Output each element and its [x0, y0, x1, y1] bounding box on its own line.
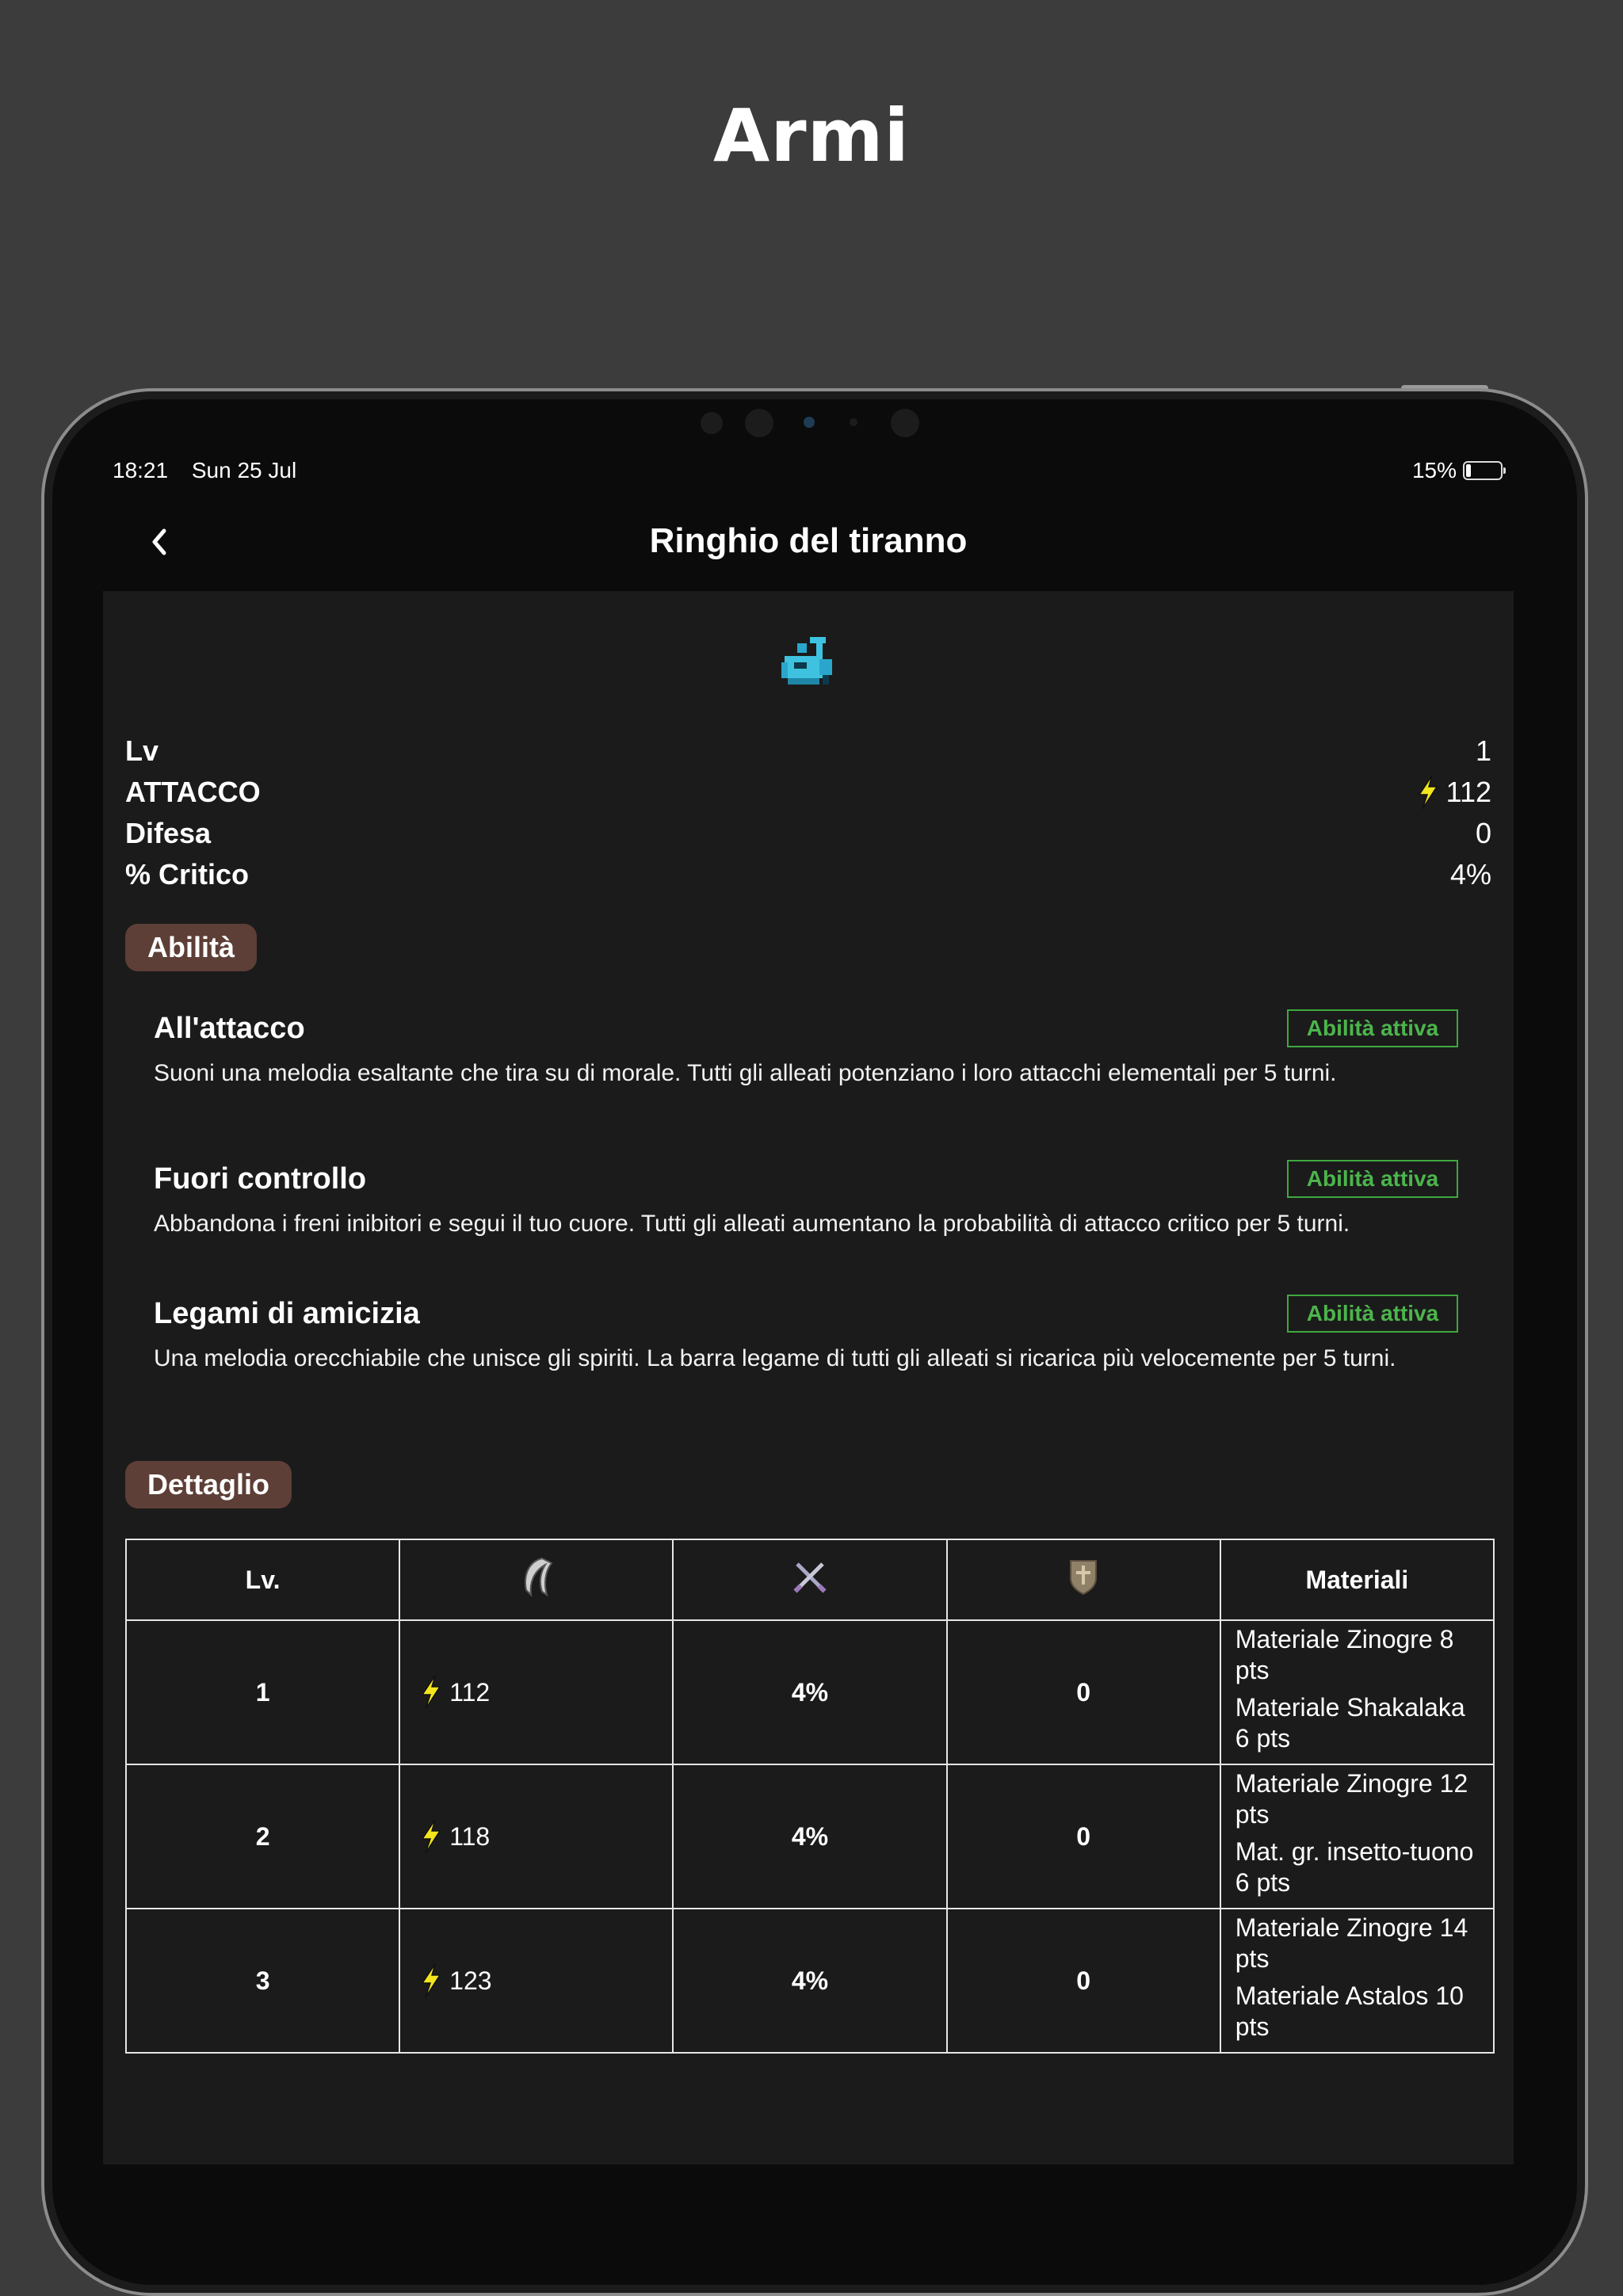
thunder-element-icon	[1415, 774, 1442, 810]
cell-attack	[399, 1764, 673, 1909]
header-attack	[399, 1539, 673, 1620]
ability-description: Abbandona i freni inibitori e segui il tuo cuore. Tutti gli alleati aumentano la probabilità di attacco critico per 5 turni.	[154, 1211, 1350, 1237]
material-item: Materiale Zinogre 14 pts	[1235, 1913, 1468, 1973]
status-time: 18:21	[113, 458, 169, 482]
attack-value: 118	[449, 1821, 491, 1851]
cell-level: 3	[126, 1909, 399, 2053]
thunder-element-icon	[418, 1818, 445, 1855]
cell-materials	[1220, 1764, 1494, 1909]
camera-sensor	[850, 418, 857, 426]
stat-label: Difesa	[125, 817, 212, 849]
stat-label: Lv	[125, 734, 159, 767]
material-item: Materiale Shakalaka 6 pts	[1235, 1693, 1465, 1753]
ability-name: All'attacco	[154, 1011, 305, 1045]
thunder-element-icon	[418, 1962, 445, 1999]
stat-defense	[125, 813, 1491, 854]
cell-defense: 0	[947, 1764, 1220, 1909]
hunting-horn-icon	[778, 634, 838, 694]
stat-attack	[125, 772, 1491, 813]
ability-active-badge: Abilità attiva	[1287, 1160, 1458, 1198]
ability-name: Fuori controllo	[154, 1161, 367, 1196]
camera-sensor	[745, 409, 773, 437]
section-header-details: Dettaglio	[125, 1461, 292, 1508]
stat-value: 1	[1475, 734, 1491, 767]
ability-item	[154, 1009, 1458, 1089]
header-critical	[673, 1539, 946, 1620]
stats-list	[125, 730, 1491, 895]
cell-materials	[1220, 1620, 1494, 1764]
status-date: Sun 25 Jul	[191, 458, 297, 482]
header-materials: Materiali	[1220, 1539, 1494, 1620]
camera-lens	[804, 417, 815, 428]
stat-label: ATTACCO	[125, 776, 261, 808]
upgrade-table	[125, 1539, 1495, 2054]
page-title: Armi	[713, 93, 910, 178]
cell-level: 1	[126, 1620, 399, 1764]
table-row	[126, 1620, 1494, 1764]
claw-icon	[518, 1555, 555, 1598]
section-header-abilities: Abilità	[125, 924, 257, 971]
stat-label: % Critico	[125, 858, 250, 891]
material-item: Mat. gr. insetto-tuono 6 pts	[1235, 1837, 1474, 1897]
ability-item	[154, 1160, 1458, 1239]
table-row	[126, 1909, 1494, 2053]
cell-attack	[399, 1909, 673, 2053]
ability-item	[154, 1295, 1458, 1374]
attack-value: 112	[449, 1677, 491, 1707]
material-item: Materiale Zinogre 12 pts	[1235, 1769, 1468, 1829]
cell-critical: 4%	[673, 1764, 946, 1909]
ability-description: Una melodia orecchiabile che unisce gli spiriti. La barra legame di tutti gli alleati si ricarica più velocemente per 5 turni.	[154, 1345, 1396, 1371]
header-defense	[947, 1539, 1220, 1620]
thunder-element-icon	[418, 1674, 445, 1711]
battery-icon	[1463, 461, 1503, 480]
header-level: Lv.	[126, 1539, 399, 1620]
stat-critical	[125, 854, 1491, 895]
back-button[interactable]	[136, 518, 184, 566]
table-header-row	[126, 1539, 1494, 1620]
attack-value: 123	[449, 1966, 492, 1995]
stat-level	[125, 730, 1491, 772]
battery-percent: 15%	[1411, 458, 1457, 482]
stat-value: 0	[1475, 817, 1491, 849]
app-screen	[103, 452, 1514, 2164]
stat-value: 4%	[1449, 858, 1491, 891]
ability-active-badge: Abilità attiva	[1287, 1295, 1458, 1333]
cell-materials	[1220, 1909, 1494, 2053]
status-bar	[103, 452, 1514, 491]
nav-title: Ringhio del tiranno	[649, 521, 968, 560]
cell-critical: 4%	[673, 1620, 946, 1764]
ability-active-badge: Abilità attiva	[1287, 1009, 1458, 1047]
stat-value: 112	[1445, 776, 1491, 808]
ability-description: Suoni una melodia esaltante che tira su di morale. Tutti gli alleati potenziano i loro attacchi elementali per 5 turni.	[154, 1060, 1337, 1086]
cell-defense: 0	[947, 1909, 1220, 2053]
camera-sensor	[701, 412, 723, 434]
cell-defense: 0	[947, 1620, 1220, 1764]
material-item: Materiale Astalos 10 pts	[1235, 1981, 1464, 2041]
chevron-left-icon	[148, 526, 172, 558]
cell-critical: 4%	[673, 1909, 946, 2053]
navigation-bar	[103, 491, 1514, 591]
crossed-swords-icon	[791, 1558, 829, 1596]
material-item: Materiale Zinogre 8 pts	[1235, 1625, 1454, 1684]
table-row	[126, 1764, 1494, 1909]
shield-icon	[1067, 1558, 1099, 1596]
cell-level: 2	[126, 1764, 399, 1909]
ability-name: Legami di amicizia	[154, 1296, 420, 1330]
cell-attack	[399, 1620, 673, 1764]
camera-sensor	[891, 409, 919, 437]
